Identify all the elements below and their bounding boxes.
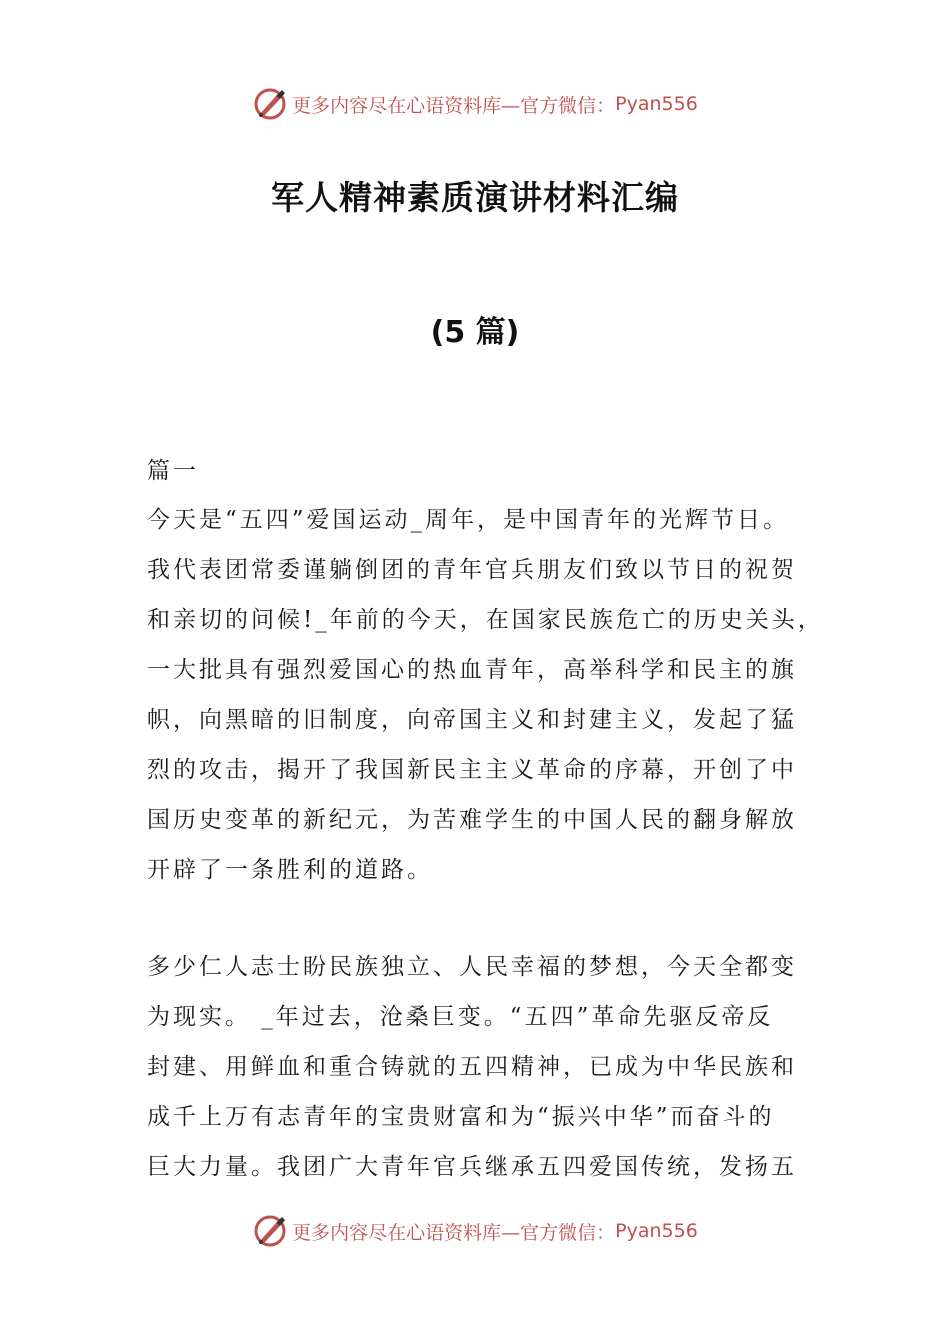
pen-circle-logo-icon [252,1213,288,1249]
paragraph-line: 帜，向黑暗的旧制度，向帝国主义和封建主义，发起了猛 [147,707,797,733]
paragraph-1 [147,495,827,895]
paragraph-line: 烈的攻击，揭开了我国新民主主义革命的序幕，开创了中 [147,757,797,783]
watermark-wechat-id: Pyan556 [615,1220,698,1242]
document-title: 军人精神素质演讲材料汇编 [271,178,679,217]
paragraph-line: 开辟了一条胜利的道路。 [147,857,433,883]
paragraph-line: 国历史变革的新纪元，为苦难学生的中国人民的翻身解放 [147,807,797,833]
paragraph-line: 我代表团常委谨躺倒团的青年官兵朋友们致以节日的祝贺 [147,557,797,583]
paragraph-line: 多少仁人志士盼民族独立、人民幸福的梦想，今天全都变 [147,954,797,980]
footer-watermark [0,1211,950,1251]
watermark-wechat-id: Pyan556 [615,93,698,115]
paragraph-line: 为现实。 _年过去，沧桑巨变。“五四”革命先驱反帝反 [147,1004,774,1030]
paragraph-2 [147,942,827,1192]
paragraph-line: 一大批具有强烈爱国心的热血青年，高举科学和民主的旗 [147,657,797,683]
paragraph-line: 封建、用鲜血和重合铸就的五四精神，已成为中华民族和 [147,1054,797,1080]
section-label: 篇一 [147,458,199,484]
paragraph-line: 和亲切的问候!_年前的今天，在国家民族危亡的历史关头， [147,607,824,633]
paragraph-line: 巨大力量。我团广大青年官兵继承五四爱国传统，发扬五 [147,1154,797,1180]
paragraph-line: 今天是“五四”爱国运动_周年，是中国青年的光辉节日。 [147,507,790,533]
header-watermark [0,84,950,124]
paragraph-line: 成千上万有志青年的宝贵财富和为“振兴中华”而奋斗的 [147,1104,775,1130]
watermark-text: 更多内容尽在心语资料库—官方微信： [292,94,616,117]
pen-circle-logo-icon [252,86,288,122]
watermark-text: 更多内容尽在心语资料库—官方微信： [292,1221,616,1244]
document-subtitle: (5 篇) [430,315,520,350]
